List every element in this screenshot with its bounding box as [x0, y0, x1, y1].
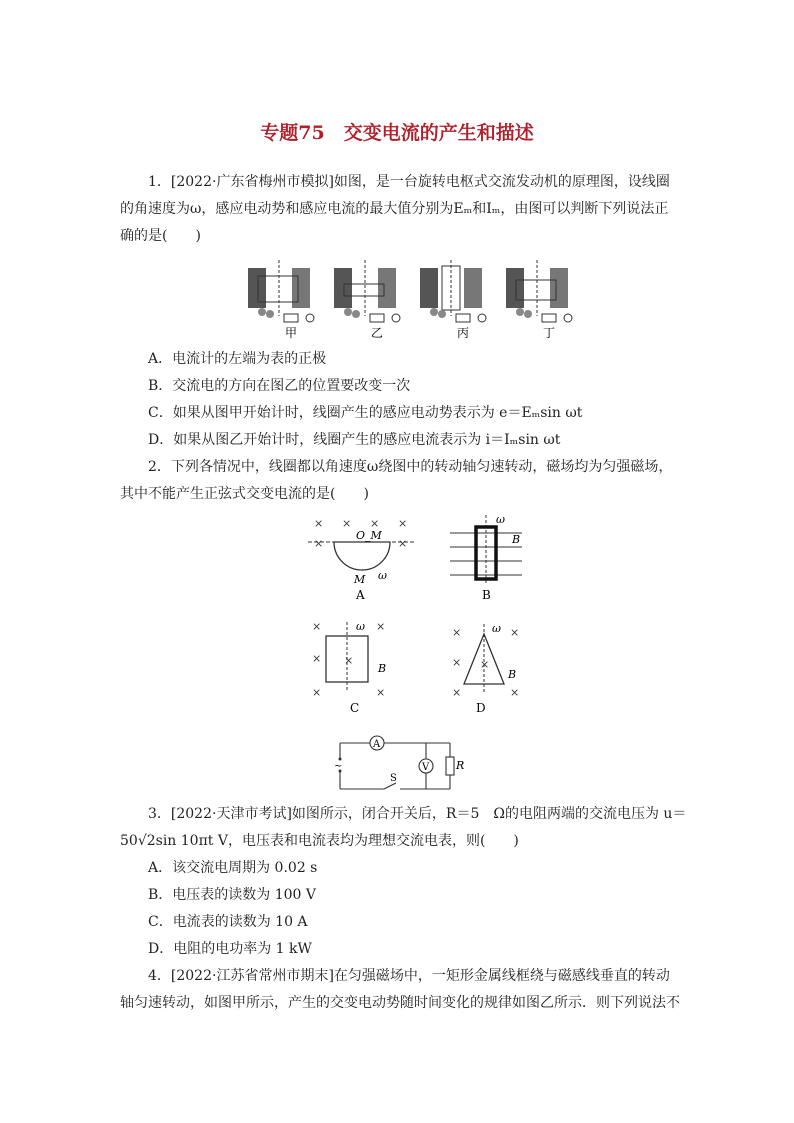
generator-panel-ding: [506, 260, 572, 322]
svg-text:×: ×: [510, 686, 520, 699]
axis-label-om: O_M: [356, 529, 382, 542]
q1-option-d: D．如果从图乙开始计时，线圈产生的感应电流表示为 i＝Iₘsin ωt: [148, 432, 561, 448]
switch-label: S: [390, 773, 397, 784]
voltmeter-symbol: V: [422, 762, 430, 773]
q1-line1: 1．[2022·广东省梅州市模拟]如图，是一台旋转电枢式交流发动机的原理图，设线圈: [148, 174, 670, 190]
svg-text:×: ×: [344, 654, 354, 667]
q2-line2: 其中不能产生正弦式交变电流的是( ): [120, 486, 369, 502]
q3-option-c: C．电流表的读数为 10 A: [148, 914, 308, 930]
q2-figure-c: [306, 616, 406, 716]
svg-text:×: ×: [312, 652, 322, 665]
svg-text:×: ×: [342, 517, 352, 530]
svg-text:ω: ω: [496, 513, 505, 526]
svg-text:×: ×: [480, 658, 490, 671]
q1-line3: 确的是( ): [120, 228, 201, 244]
q2-figure-a: [306, 513, 416, 603]
omega-label: ω: [378, 569, 387, 582]
svg-text:ω: ω: [492, 622, 501, 635]
q2-figure-b: [446, 513, 536, 603]
svg-text:×: ×: [398, 517, 408, 530]
q3-line1: 3．[2022·天津市考试]如图所示，闭合开关后，R＝5 Ω的电阻两端的交流电压为 u＝: [148, 806, 687, 822]
svg-text:ω: ω: [356, 620, 365, 633]
q3-option-a: A．该交流电周期为 0.02 s: [148, 860, 318, 876]
generator-panel-bing: [420, 260, 486, 322]
q1-line2: 的角速度为ω，感应电动势和感应电流的最大值分别为Eₘ和Iₘ，由图可以判断下列说法正: [120, 201, 669, 217]
svg-text:×: ×: [370, 517, 380, 530]
q3-option-b: B．电压表的读数为 100 V: [148, 887, 317, 903]
svg-text:B: B: [378, 662, 387, 675]
svg-text:×: ×: [452, 626, 462, 639]
svg-text:×: ×: [312, 620, 322, 633]
resistor-label: R: [456, 759, 465, 772]
svg-text:×: ×: [314, 537, 324, 550]
q4-line1: 4．[2022·江苏省常州市期末]在匀强磁场中，一矩形金属线框绕与磁感线垂直的转动: [148, 968, 670, 984]
q3-line2: 50√2sin 10πt V，电压表和电流表均为理想交流电表，则( ): [120, 833, 519, 849]
svg-text:×: ×: [312, 686, 322, 699]
q1-option-b: B．交流电的方向在图乙的位置要改变一次: [148, 378, 411, 394]
svg-text:×: ×: [398, 537, 408, 550]
page-title: 专题75 交变电流的产生和描述: [260, 122, 534, 144]
fig-label-ding: 丁: [543, 326, 556, 340]
point-label-m: M: [354, 573, 366, 586]
svg-text:B: B: [512, 533, 521, 546]
fig-label-jia: 甲: [285, 326, 298, 340]
q2-figure-d: [446, 616, 546, 716]
generator-panel-jia: [248, 260, 314, 322]
q1-option-a: A．电流计的左端为表的正极: [148, 351, 327, 367]
svg-text:×: ×: [376, 620, 386, 633]
ammeter-symbol: A: [373, 739, 381, 750]
svg-text:×: ×: [314, 517, 324, 530]
q1-option-c: C．如果从图甲开始计时，线圈产生的感应电动势表示为 e＝Eₘsin ωt: [148, 405, 583, 421]
fig-label-yi: 乙: [371, 326, 384, 340]
generator-panel-yi: [334, 260, 400, 322]
svg-text:×: ×: [452, 656, 462, 669]
circuit-figure: [330, 729, 470, 797]
q2-line1: 2．下列各情况中，线圈都以角速度ω绕图中的转动轴匀速转动，磁场均为匀强磁场，: [148, 459, 673, 475]
q3-option-d: D．电阻的电功率为 1 kW: [148, 941, 312, 957]
svg-text:~: ~: [334, 761, 343, 772]
svg-text:×: ×: [452, 686, 462, 699]
svg-text:×: ×: [510, 626, 520, 639]
svg-text:B: B: [508, 668, 517, 681]
q4-line2: 轴匀速转动，如图甲所示，产生的交变电动势随时间变化的规律如图乙所示．则下列说法不: [120, 995, 680, 1011]
q2-label-a: A: [356, 588, 365, 602]
q2-label-b: B: [482, 588, 491, 602]
q2-label-c: C: [350, 701, 360, 715]
fig-label-bing: 丙: [457, 326, 470, 340]
generator-figure: [240, 256, 580, 340]
q2-label-d: D: [476, 701, 486, 715]
svg-text:×: ×: [376, 686, 386, 699]
